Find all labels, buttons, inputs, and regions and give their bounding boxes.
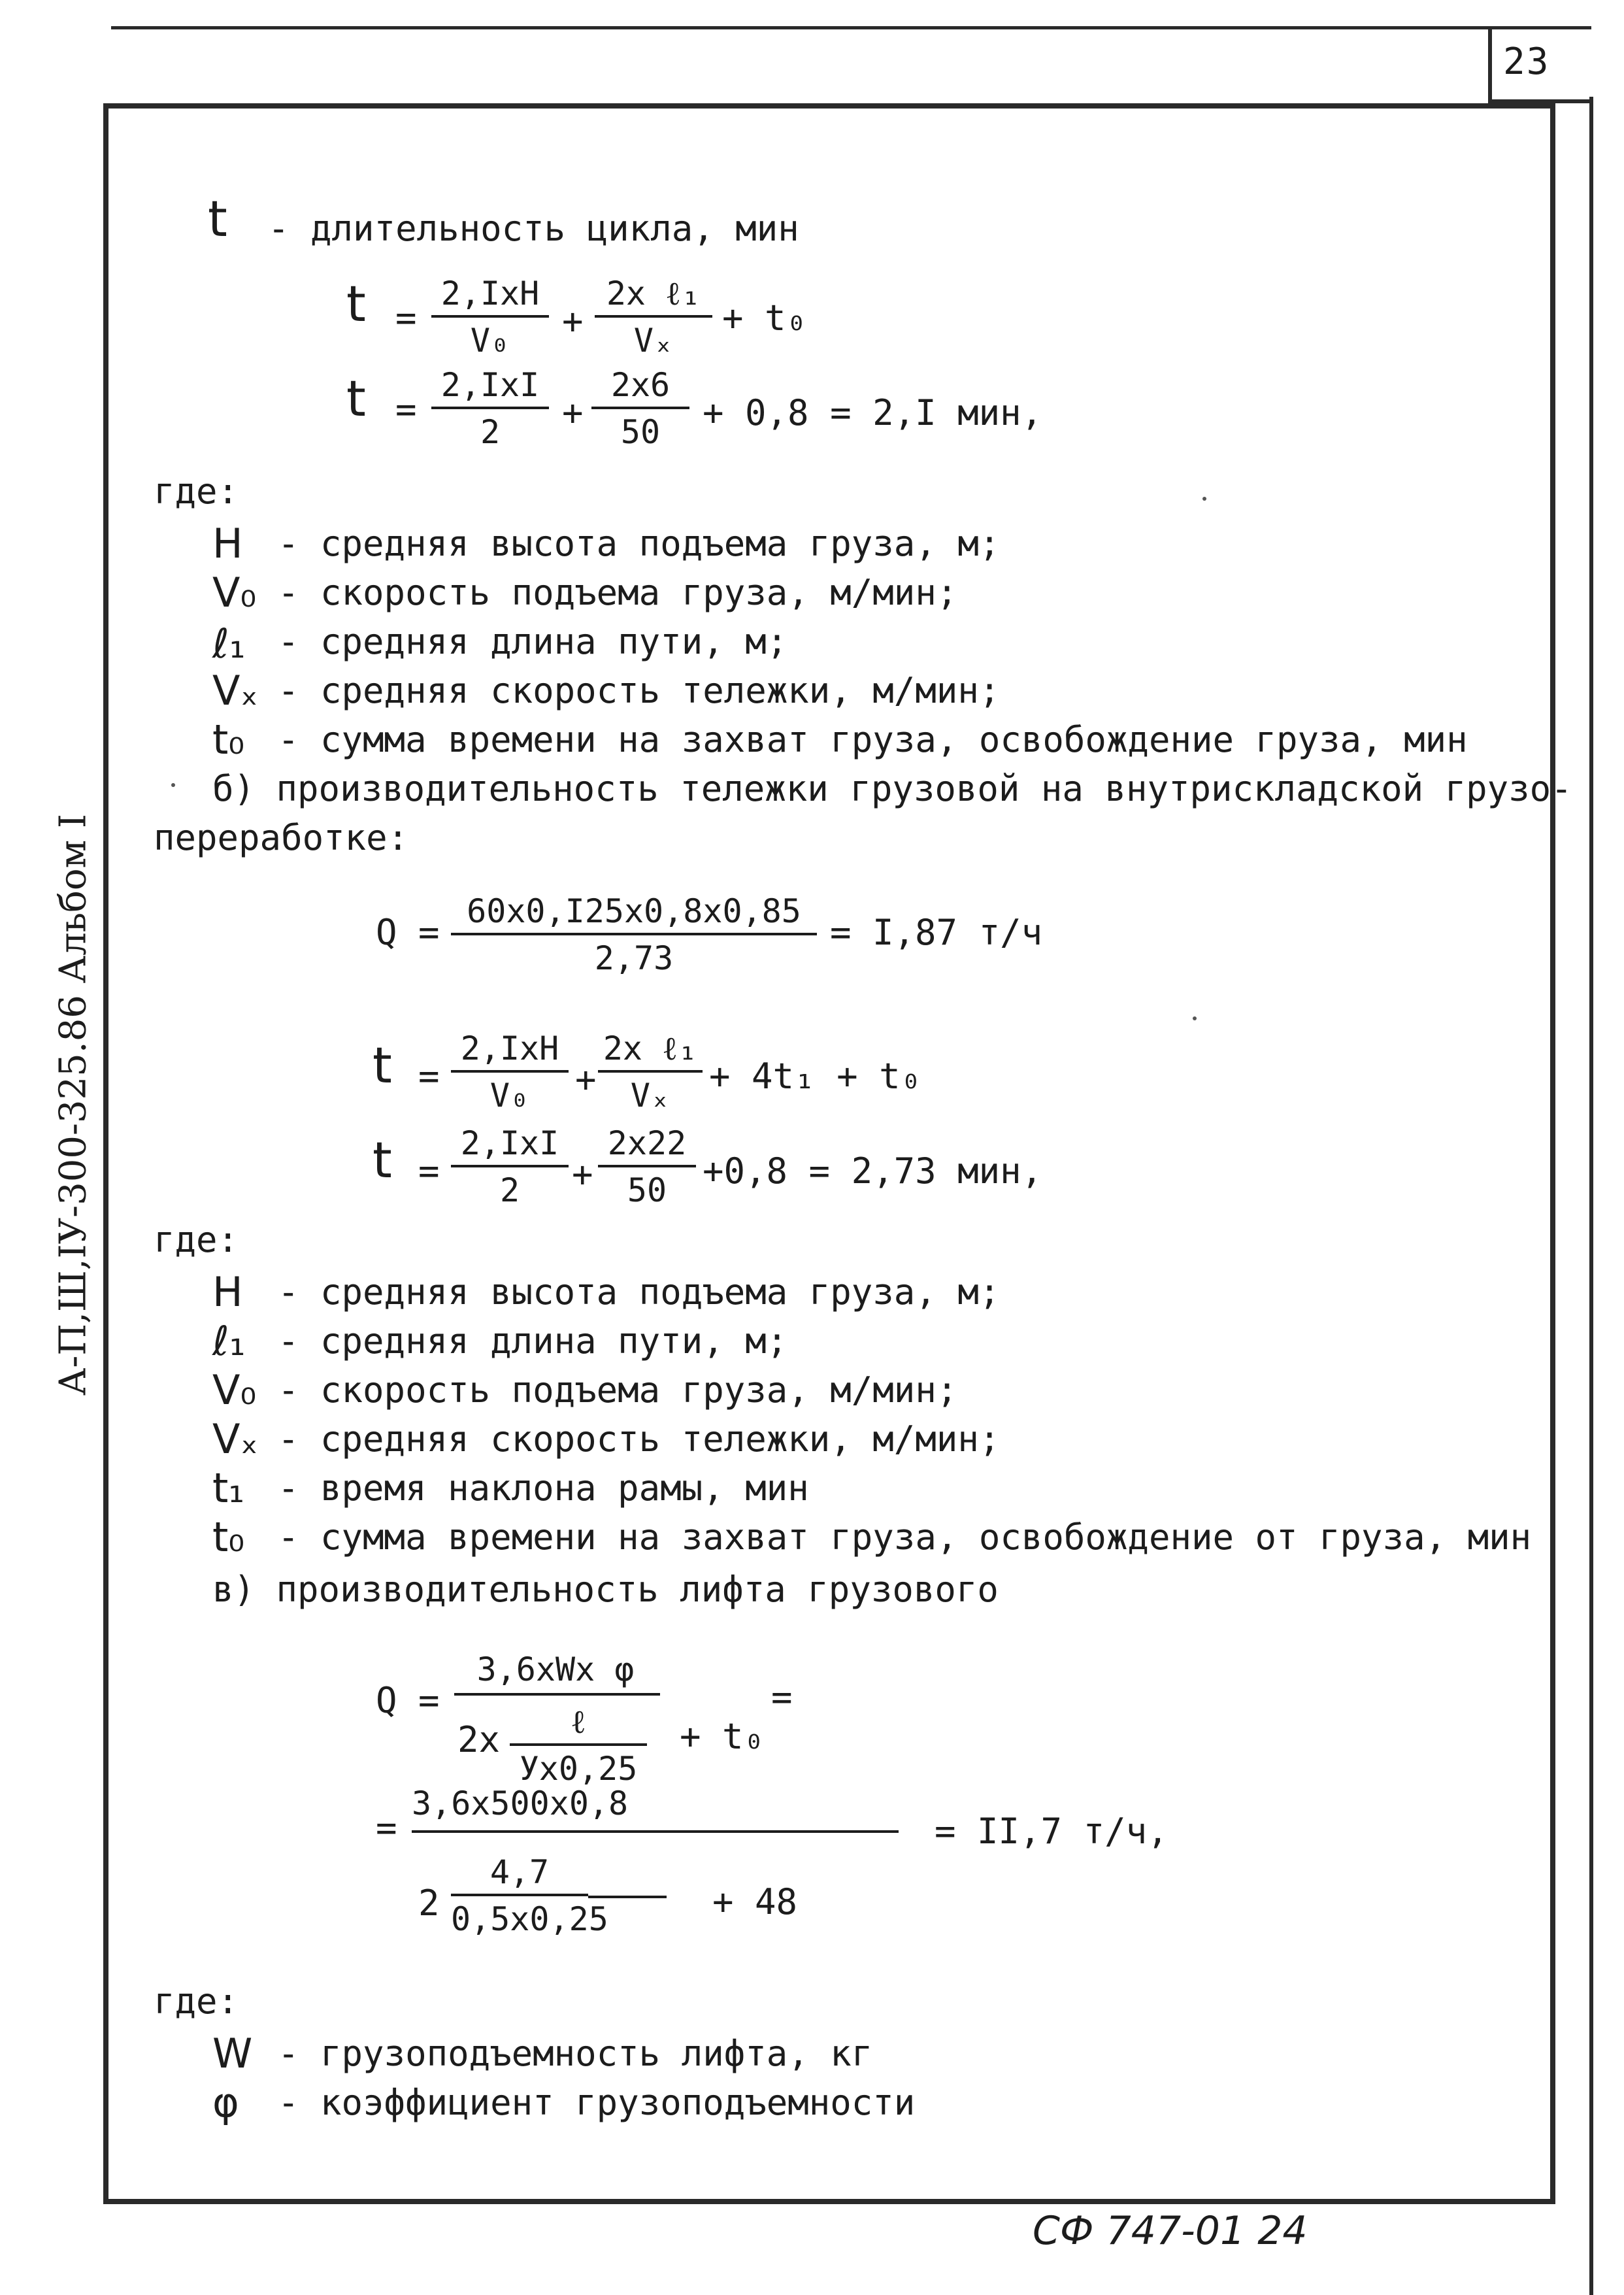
- formula-eq: =: [418, 1056, 440, 1097]
- fraction-numerator: 3,6xWx φ: [476, 1650, 635, 1688]
- where-label: где:: [154, 1981, 239, 2022]
- def-symbol: V₀: [212, 569, 257, 616]
- fraction-denominator: 0,5x0,25: [451, 1900, 608, 1938]
- fraction-1: [431, 275, 549, 360]
- def-text: - средняя скорость тележки, м/мин;: [278, 670, 1001, 711]
- inner-fraction: [510, 1703, 647, 1788]
- def-symbol: H: [212, 1268, 243, 1316]
- fraction-denominator: Vₓ: [633, 322, 674, 360]
- formula-eq: =: [395, 389, 417, 430]
- def-text: - сумма времени на захват груза, освобождение груза, мин: [278, 719, 1468, 760]
- fraction-numerator: 60x0,I25x0,8x0,85: [451, 892, 817, 935]
- t-symbol: t: [208, 190, 227, 248]
- q-lhs: Q: [376, 912, 397, 953]
- def-text: - скорость подъема груза, м/мин;: [278, 1369, 958, 1411]
- def-symbol: Vₓ: [212, 1415, 258, 1463]
- fraction-1: [431, 366, 549, 451]
- fraction-denominator: V₀: [489, 1077, 530, 1114]
- def-text: - время наклона рамы, мин: [278, 1467, 809, 1509]
- fraction-numerator: 3,6x500x0,8: [412, 1784, 629, 1822]
- def-text: - сумма времени на захват груза, освобождение от груза, мин: [278, 1516, 1532, 1558]
- fraction-1: [451, 1124, 569, 1209]
- plus-sign: +: [562, 392, 584, 433]
- q-eq-2: =: [771, 1677, 793, 1718]
- plus-sign: +: [562, 301, 584, 342]
- section-b-heading: б) производительность тележки грузовой на внутрискладской грузо-: [212, 768, 1572, 809]
- plus-sign: +: [575, 1059, 597, 1100]
- formula-eq: =: [395, 297, 417, 339]
- def-symbol: t₁: [212, 1464, 245, 1512]
- q-numerator-wrap: [451, 1650, 660, 1691]
- def-symbol: H: [212, 520, 243, 567]
- formula-lhs: t: [373, 1036, 392, 1094]
- page-number: 23: [1503, 41, 1550, 83]
- where-label: где:: [154, 471, 239, 512]
- where-label: где:: [154, 1219, 239, 1260]
- def-text: - грузоподъемность лифта, кг: [278, 2033, 873, 2074]
- def-text: - скорость подъема груза, м/мин;: [278, 572, 958, 613]
- fraction-denominator: 50: [627, 1171, 667, 1209]
- fraction-numerator: 2,IxH: [431, 275, 549, 318]
- den-tail: + 48: [712, 1881, 798, 1922]
- fraction-denominator: Vₓ: [630, 1077, 671, 1114]
- def-symbol: ℓ₁: [212, 1317, 246, 1365]
- frame-top-line: [111, 26, 1591, 29]
- fraction-denominator: 50: [620, 413, 661, 451]
- fraction-denominator: 2: [499, 1171, 520, 1209]
- def-text: - средняя длина пути, м;: [278, 1320, 788, 1362]
- q-eq: =: [418, 1680, 440, 1721]
- q-result: = I,87 т/ч: [830, 912, 1043, 953]
- den-tail: + t₀: [680, 1716, 765, 1757]
- fraction-denominator: 2,73: [594, 939, 674, 977]
- main-fraction-line: [454, 1693, 660, 1696]
- sidebar-document-code: А-П,Ш,IУ-300-325.86 Альбом I: [52, 813, 95, 1396]
- def-text: - средняя длина пути, м;: [278, 621, 788, 662]
- def-symbol: V₀: [212, 1366, 257, 1414]
- def-symbol: t₀: [212, 1513, 245, 1561]
- def-text: - средняя высота подъема груза, м;: [278, 523, 1001, 564]
- formula-tail: +0,8 = 2,73 мин,: [703, 1150, 1043, 1192]
- def-text: - средняя скорость тележки, м/мин;: [278, 1418, 1001, 1460]
- q2-result: = II,7 т/ч,: [935, 1811, 1168, 1852]
- formula-tail: + t₀: [722, 297, 808, 339]
- fraction-numerator: 2,IxH: [451, 1030, 569, 1073]
- fraction-numerator: 2x6: [591, 366, 689, 409]
- def-symbol: ℓ₁: [212, 620, 246, 667]
- def-text: - средняя высота подъема груза, м;: [278, 1271, 1001, 1313]
- fraction-denominator: V₀: [470, 322, 510, 360]
- plus-sign: +: [572, 1154, 593, 1195]
- fraction-numerator: 2,IxI: [451, 1124, 569, 1167]
- formula-lhs: t: [346, 275, 366, 333]
- fraction-2: [591, 366, 689, 451]
- section-b-heading-cont: переработке:: [154, 817, 409, 858]
- fraction-1: [451, 1030, 569, 1114]
- fraction-numerator: 2,IxI: [431, 366, 549, 409]
- inner-fraction: [451, 1853, 608, 1938]
- formula-tail: + 0,8 = 2,I мин,: [703, 392, 1043, 433]
- frame-right-line: [1589, 97, 1593, 2295]
- formula-tail: + 4t₁ + t₀: [709, 1056, 922, 1097]
- formula-lhs: t: [373, 1131, 392, 1189]
- def-text: - коэффициент грузоподъемности: [278, 2082, 916, 2123]
- def-symbol: Vₓ: [212, 667, 258, 714]
- fraction-numerator: 2x ℓ₁: [595, 275, 712, 318]
- formula-eq: =: [418, 1150, 440, 1192]
- t-definition: - длительность цикла, мин: [268, 208, 799, 249]
- fraction-2: [595, 275, 712, 360]
- def-symbol: W: [212, 2030, 253, 2077]
- fraction-numerator: 2x22: [598, 1124, 696, 1167]
- fraction-numerator: ℓ: [510, 1703, 647, 1746]
- def-symbol: φ: [212, 2079, 239, 2126]
- section-c-heading: в) производительность лифта грузового: [212, 1569, 999, 1610]
- formula-lhs: t: [346, 369, 366, 427]
- q-lhs: Q: [376, 1680, 397, 1721]
- fraction-denominator: Уx0,25: [519, 1750, 638, 1788]
- main-fraction-line: [412, 1830, 899, 1833]
- scan-speck: [171, 783, 175, 787]
- fraction-numerator: 4,7: [451, 1853, 588, 1896]
- den-prefix: 2: [418, 1883, 440, 1924]
- scan-speck: [1202, 497, 1206, 501]
- fraction-denominator: 2: [480, 413, 501, 451]
- den-prefix: 2x: [457, 1719, 501, 1760]
- footer-stamp: СФ 747-01 24: [1033, 2208, 1308, 2254]
- scan-speck: [1193, 1016, 1197, 1020]
- fraction-2: [598, 1030, 703, 1114]
- fraction-numerator: 2x ℓ₁: [598, 1030, 703, 1073]
- q-fraction: [451, 892, 817, 977]
- q-eq: =: [418, 912, 440, 953]
- q2-eq: =: [376, 1807, 397, 1849]
- fraction-line-extension: [588, 1896, 667, 1898]
- def-symbol: t₀: [212, 716, 245, 763]
- fraction-2: [598, 1124, 696, 1209]
